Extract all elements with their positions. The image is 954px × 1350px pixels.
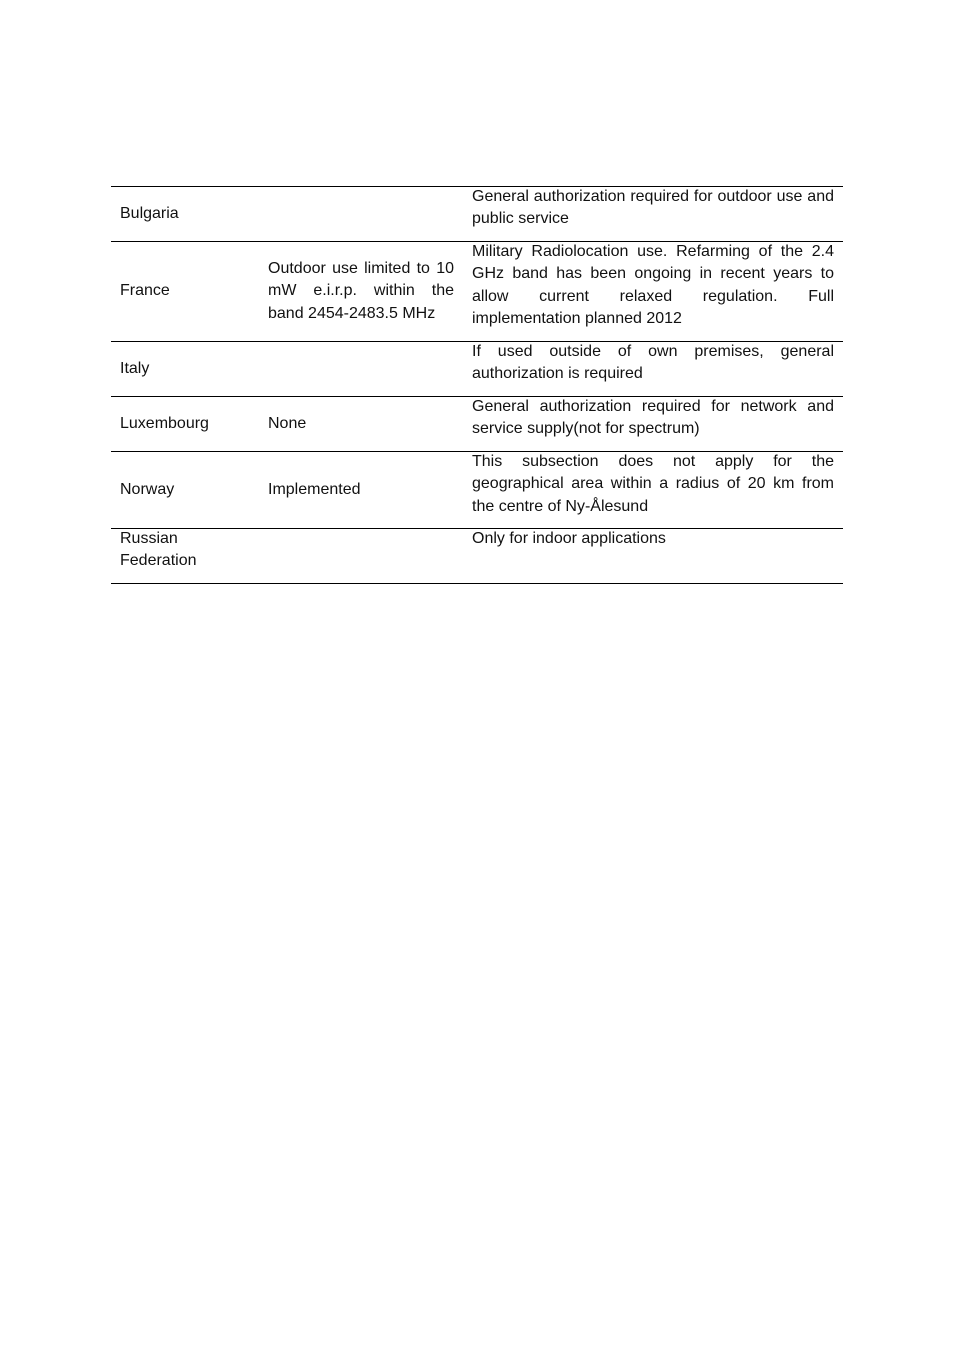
table-row [111, 187, 843, 242]
note-cell: Outdoor use limited to 10 mW e.i.r.p. within the band 2454-2483.5 MHz [259, 242, 463, 342]
detail-cell: This subsection does not apply for the geographical area within a radius of 20 km from the centre of Ny-Ålesund [463, 452, 843, 529]
table-row [111, 529, 843, 584]
detail-cell: Only for indoor applications [463, 529, 843, 584]
country-cell: Italy [111, 342, 259, 397]
country-cell: Russian Federation [111, 529, 259, 584]
table-row [111, 452, 843, 529]
note-cell: Implemented [259, 452, 463, 529]
table-row [111, 342, 843, 397]
detail-cell: If used outside of own premises, general authorization is required [463, 342, 843, 397]
table-row [111, 242, 843, 342]
country-cell: Bulgaria [111, 187, 259, 242]
country-cell: France [111, 242, 259, 342]
country-cell: Luxembourg [111, 397, 259, 452]
detail-cell: General authorization required for outdoor use and public service [463, 187, 843, 242]
country-cell: Norway [111, 452, 259, 529]
detail-cell: General authorization required for network and service supply(not for spectrum) [463, 397, 843, 452]
detail-cell: Military Radiolocation use. Refarming of the 2.4 GHz band has been ongoing in recent years to allow current relaxed regulation. Full implementation planned 2012 [463, 242, 843, 342]
note-cell [259, 529, 463, 584]
table-row [111, 397, 843, 452]
regulations-table [111, 186, 843, 584]
note-cell: None [259, 397, 463, 452]
note-cell [259, 187, 463, 242]
note-cell [259, 342, 463, 397]
